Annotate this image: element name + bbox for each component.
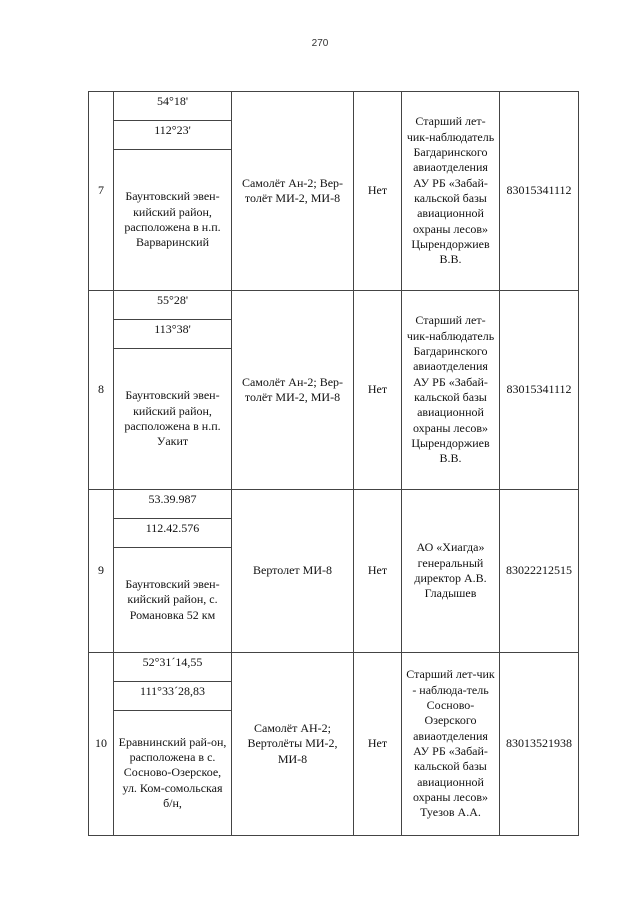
phone-cell: 83015341112 — [500, 92, 579, 291]
phone-cell: 83013521938 — [500, 653, 579, 836]
aircraft-cell: Самолёт Ан-2; Вер-толёт МИ-2, МИ-8 — [232, 92, 354, 291]
latitude-cell: 52°31´14,55 — [114, 653, 232, 682]
longitude-cell: 112°23' — [114, 121, 232, 150]
location-cell: Баунтовский эвен-кийский район, расположена в н.п. Уакит — [114, 349, 232, 490]
longitude-cell: 113°38' — [114, 320, 232, 349]
row-number: 10 — [89, 653, 114, 836]
latitude-cell: 55°28' — [114, 291, 232, 320]
aircraft-cell: Самолёт АН-2; Вертолёты МИ-2, МИ-8 — [232, 653, 354, 836]
phone-cell: 83015341112 — [500, 291, 579, 490]
phone-cell: 83022212515 — [500, 490, 579, 653]
owner-cell: Старший лет-чик - наблюда-тель Сосново-Озерского авиаотделения АУ РБ «Забай-кальской базы авиационной охраны лесов» Туезов А.А. — [402, 653, 500, 836]
table-row — [89, 291, 579, 320]
row-number: 7 — [89, 92, 114, 291]
longitude-cell: 112.42.576 — [114, 519, 232, 548]
table-row — [89, 490, 579, 519]
latitude-cell: 54°18' — [114, 92, 232, 121]
fuel-cell: Нет — [354, 490, 402, 653]
owner-cell: Старший лет-чик-наблюдатель Багдаринского авиаотделения АУ РБ «Забай-кальской базы авиационной охраны лесов» Цырендоржиев В.В. — [402, 92, 500, 291]
location-cell: Баунтовский эвен-кийский район, с. Романовка 52 км — [114, 548, 232, 653]
table-row — [89, 92, 579, 121]
location-cell: Еравнинский рай-он, расположена в с. Сосново-Озерское, ул. Ком-сомольская б/н, — [114, 711, 232, 836]
fuel-cell: Нет — [354, 291, 402, 490]
airfield-table — [88, 91, 579, 836]
location-cell: Баунтовский эвен-кийский район, расположена в н.п. Варваринский — [114, 150, 232, 291]
latitude-cell: 53.39.987 — [114, 490, 232, 519]
owner-cell: АО «Хиагда» генеральный директор А.В. Гладышев — [402, 490, 500, 653]
aircraft-cell: Самолёт Ан-2; Вер-толёт МИ-2, МИ-8 — [232, 291, 354, 490]
page-number: 270 — [311, 38, 329, 49]
owner-cell: Старший лет-чик-наблюдатель Багдаринского авиаотделения АУ РБ «Забай-кальской базы авиационной охраны лесов» Цырендоржиев В.В. — [402, 291, 500, 490]
longitude-cell: 111°33´28,83 — [114, 682, 232, 711]
aircraft-cell: Вертолет МИ-8 — [232, 490, 354, 653]
fuel-cell: Нет — [354, 92, 402, 291]
row-number: 9 — [89, 490, 114, 653]
row-number: 8 — [89, 291, 114, 490]
table-row — [89, 653, 579, 682]
fuel-cell: Нет — [354, 653, 402, 836]
